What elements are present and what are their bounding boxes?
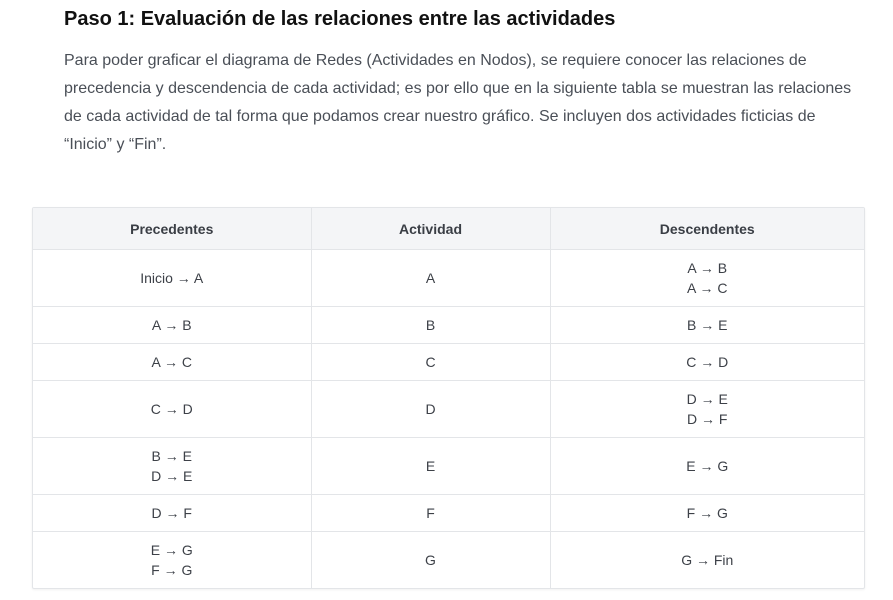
relation-text: E → G bbox=[686, 458, 729, 474]
cell-descendentes bbox=[550, 344, 864, 381]
cell-precedentes bbox=[33, 495, 311, 532]
cell-descendentes bbox=[550, 307, 864, 344]
table-header-row bbox=[33, 208, 864, 250]
table-row bbox=[33, 438, 864, 495]
relation-text: C → D bbox=[150, 401, 193, 417]
cell-precedentes bbox=[33, 438, 311, 495]
cell-precedentes bbox=[33, 532, 311, 589]
cell-precedentes bbox=[33, 250, 311, 307]
cell-actividad: E bbox=[311, 438, 550, 495]
cell-precedentes bbox=[33, 344, 311, 381]
cell-actividad: F bbox=[311, 495, 550, 532]
cell-precedentes bbox=[33, 307, 311, 344]
section-heading: Paso 1: Evaluación de las relaciones entre las actividades bbox=[64, 8, 616, 30]
table-row bbox=[33, 307, 864, 344]
relation-text: F → G bbox=[151, 562, 193, 578]
relation-text: A → B bbox=[687, 260, 728, 276]
relation-text: A → C bbox=[151, 354, 192, 370]
table-row bbox=[33, 381, 864, 438]
cell-precedentes bbox=[33, 381, 311, 438]
relations-table-container bbox=[32, 207, 865, 589]
cell-descendentes bbox=[550, 532, 864, 589]
relation-text: E → G bbox=[150, 542, 193, 558]
relation-text: B → E bbox=[687, 317, 728, 333]
relations-table bbox=[33, 208, 864, 588]
cell-actividad: A bbox=[311, 250, 550, 307]
cell-actividad: D bbox=[311, 381, 550, 438]
cell-descendentes bbox=[550, 438, 864, 495]
relation-text: B → E bbox=[151, 448, 192, 464]
header-descendentes: Descendentes bbox=[550, 208, 864, 250]
header-precedentes: Precedentes bbox=[33, 208, 311, 250]
relation-text: D → E bbox=[151, 468, 193, 484]
table-row bbox=[33, 250, 864, 307]
relation-text: A → C bbox=[687, 280, 728, 296]
table-row bbox=[33, 344, 864, 381]
intro-paragraph: Para poder graficar el diagrama de Redes (Actividades en Nodos), se requiere conocer las relaciones de precedencia y descendencia de cada actividad; es por ello que en la siguiente tabla se muestran las relaciones de cada actividad de tal forma que podamos crear nuestro gráfico. Se incluyen dos actividades ficticias de “Inicio” y “Fin”. bbox=[64, 52, 852, 153]
relation-text: G → Fin bbox=[681, 552, 734, 568]
relation-text: D → F bbox=[687, 411, 728, 427]
cell-actividad: C bbox=[311, 344, 550, 381]
relation-text: A → B bbox=[151, 317, 192, 333]
cell-actividad: G bbox=[311, 532, 550, 589]
header-actividad: Actividad bbox=[311, 208, 550, 250]
relation-text: Inicio → A bbox=[140, 270, 204, 286]
relation-text: C → D bbox=[686, 354, 729, 370]
cell-descendentes bbox=[550, 381, 864, 438]
relation-text: D → F bbox=[151, 505, 192, 521]
relation-text: F → G bbox=[686, 505, 728, 521]
cell-actividad: B bbox=[311, 307, 550, 344]
relation-text: D → E bbox=[686, 391, 728, 407]
table-row bbox=[33, 532, 864, 589]
cell-descendentes bbox=[550, 495, 864, 532]
table-row bbox=[33, 495, 864, 532]
cell-descendentes bbox=[550, 250, 864, 307]
